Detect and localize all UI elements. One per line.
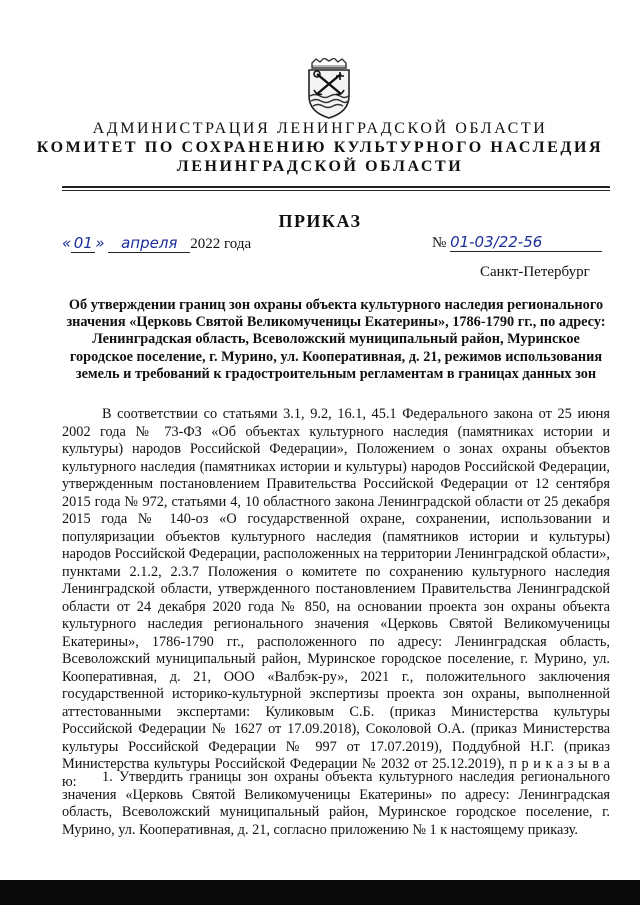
committee-name: КОМИТЕТ ПО СОХРАНЕНИЮ КУЛЬТУРНОГО НАСЛЕДИЯ [36,139,604,156]
scan-bottom-edge [0,880,640,905]
committee-region: ЛЕНИНГРАДСКОЙ ОБЛАСТИ [176,158,464,175]
date-day: 01 [71,235,95,253]
date-year: 2022 года [190,236,252,252]
document-date [62,234,251,253]
document-city: Санкт-Петербург [480,264,590,280]
date-open-quote: « [62,234,72,252]
header-divider-thin [62,190,610,191]
preamble-paragraph: В соответствии со статьями 3.1, 9.2, 16.1, 45.1 Федерального закона от 25 июня 2002 года № 73-ФЗ «Об объектах культурного наследия (памятниках истории и культуры) народов Российской Федерации», Положением о зонах охраны объектов культурного наследия (памятниках истории и культуры) народов Российской Федерации, утвержденным постановлением Правительства Российской Федерации от 12 сентября 2015 года № 972, статьями 4, 10 областного закона Ленинградской области от 25 декабря 2015 года № 140-оз «О государственной охране, сохранении, использовании и популяризации объектов культурного наследия (памятников истории и культуры) народов Российской Федерации, расположенных на территории Ленинградской области», пунктами 2.1.2, 2.3.7 Положения о комитете по сохранению культурного наследия Ленинградской области, утвержденного постановлением Правительства Ленинградской области от 24 декабря 2020 года № 850, на основании проекта зон охраны объекта культурного наследия регионального значения «Церковь Святой Великомученицы Екатерины», 1786-1790 гг., расположенного по адресу: Ленинградская область, Всеволожский муниципальный район, Муринское городское поселение, г. Мурино, ул. Кооперативная, д. 21, ООО «Валбэк-ру», 2021 г., положительного заключения государственной историко-культурной экспертизы проекта зон охраны, выполненной аттестованными экспертами: Куликовым С.Б. (приказ Министерства культуры Российской Федерации № 1627 от 17.09.2018), Соколовой О.А. (приказ Министерства культуры Российской Федерации № 997 от 17.07.2019), Поддубной Н.Г. (приказ Министерства культуры Российской Федерации № 2032 от 25.12.2019), п р и к а з ы в а ю: [62,406,610,790]
number-value: 01-03/22-56 [450,234,602,252]
header-divider-thick [62,186,610,188]
date-close-quote: » [95,234,105,252]
administration-name: АДМИНИСТРАЦИЯ ЛЕНИНГРАДСКОЙ ОБЛАСТИ [92,120,548,137]
number-prefix: № [432,235,447,251]
document-subject: Об утверждении границ зон охраны объекта культурного наследия регионального значения «Церковь Святой Великомученицы Екатерины», 1786-1790 гг., по адресу: Ленинградская область, Всеволожский муниципальный район, Муринское городское поселение, г. Мурино, ул. Кооперативная, д. 21, режимов использования земель и требований к градостроительным регламентам в границах данных зон [66,297,606,382]
order-item-1: 1. Утвердить границы зон охраны объекта культурного наследия регионального значения «Церковь Святой Великомученицы Екатерины» по адресу: Ленинградская область, Всеволожский муниципальный район, Муринское городское поселение, г. Мурино, ул. Кооперативная, д. 21, согласно приложению № 1 к настоящему приказу. [62,769,610,838]
document-title: ПРИКАЗ [278,211,362,231]
coat-of-arms-icon [300,58,358,120]
date-month: апреля [108,235,190,253]
document-number [432,234,602,252]
